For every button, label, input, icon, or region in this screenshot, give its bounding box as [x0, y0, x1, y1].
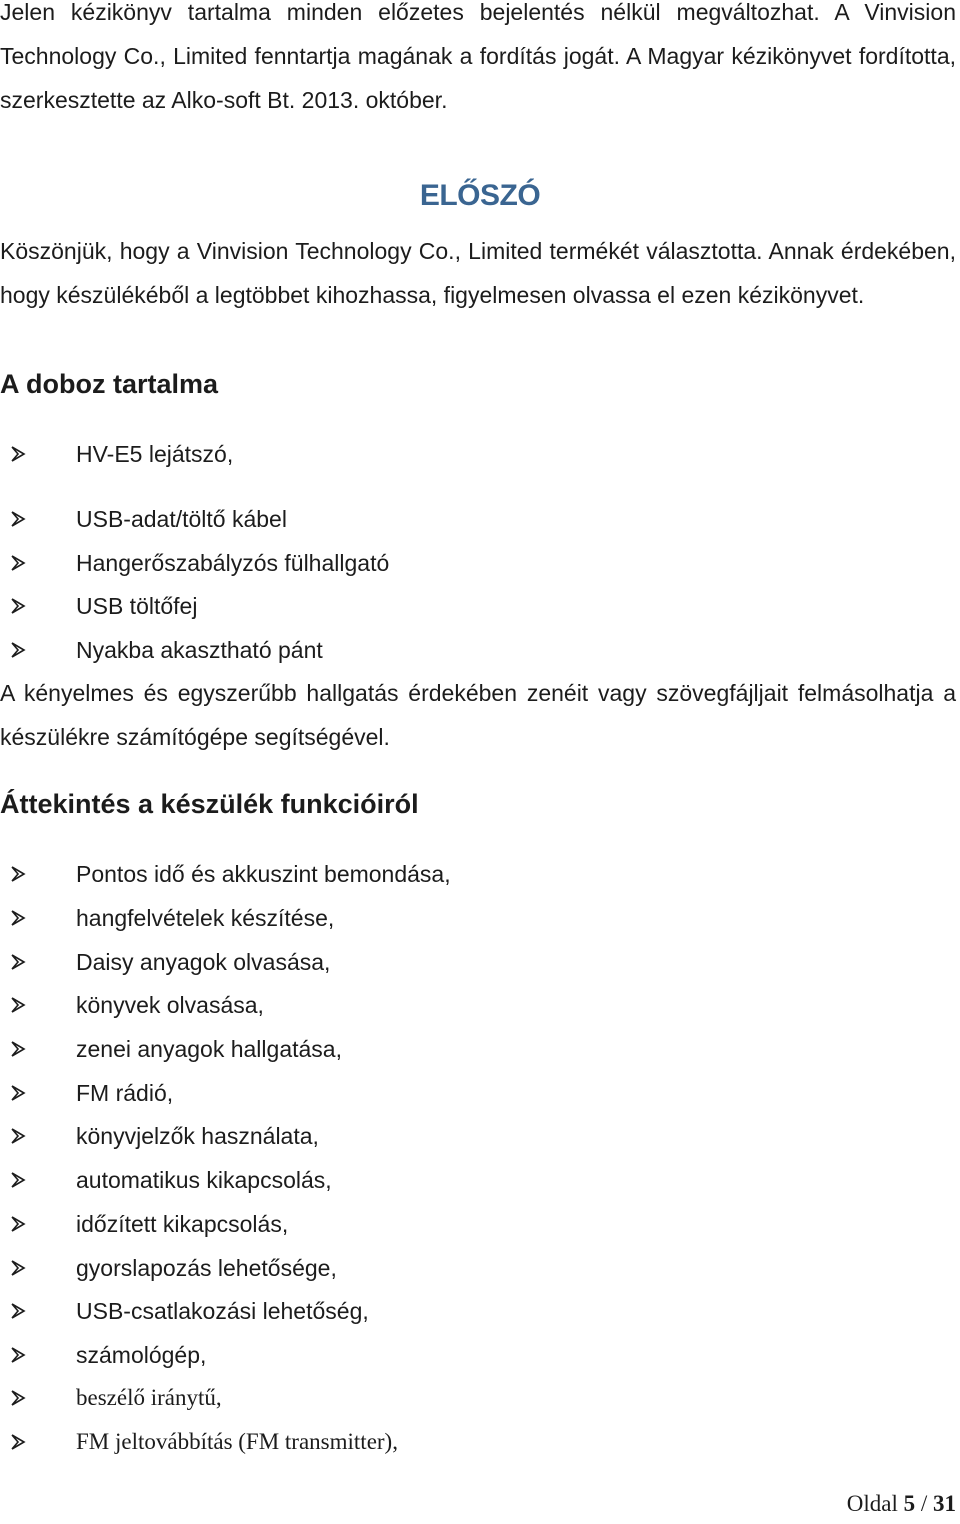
- list-item: [0, 1378, 222, 1418]
- list-item-text: zenei anyagok hallgatása,: [76, 1035, 342, 1062]
- list-item: [0, 898, 334, 938]
- list-item-text: gyorslapozás lehetősége,: [76, 1254, 337, 1281]
- list-item-text: Pontos idő és akkuszint bemondása,: [76, 860, 451, 887]
- arrowhead-bullet-icon: [0, 555, 76, 571]
- arrowhead-bullet-icon: [0, 511, 76, 527]
- arrowhead-bullet-icon: [0, 446, 76, 462]
- list-item-text: Hangerőszabályzós fülhallgató: [76, 549, 390, 576]
- list-item: [0, 1422, 398, 1462]
- usage-note-paragraph: A kényelmes és egyszerűbb hallgatás érdekében zenéit vagy szövegfájljait felmásolhatja a készülékre számítógépe segítségével.: [0, 680, 956, 750]
- box-contents-title: A doboz tartalma: [0, 369, 219, 399]
- list-item: [0, 499, 287, 539]
- list-item: [0, 1029, 342, 1069]
- list-item-text: FM jeltovábbítás (FM transmitter),: [76, 1429, 398, 1454]
- arrowhead-bullet-icon: [0, 1260, 76, 1276]
- arrowhead-bullet-icon: [0, 1347, 76, 1363]
- list-item: [0, 1204, 288, 1244]
- arrowhead-bullet-icon: [0, 1128, 76, 1144]
- arrowhead-bullet-icon: [0, 954, 76, 970]
- list-item-text: automatikus kikapcsolás,: [76, 1166, 332, 1193]
- arrowhead-bullet-icon: [0, 642, 76, 658]
- total-pages: 31: [933, 1491, 956, 1516]
- list-item: [0, 1160, 332, 1200]
- arrowhead-bullet-icon: [0, 866, 76, 882]
- overview-title: Áttekintés a készülék funkcióiról: [0, 789, 419, 819]
- arrowhead-bullet-icon: [0, 1303, 76, 1319]
- list-item: [0, 1116, 319, 1156]
- list-item: [0, 1291, 369, 1331]
- arrowhead-bullet-icon: [0, 1172, 76, 1188]
- foreword-paragraph: Köszönjük, hogy a Vinvision Technology Co., Limited termékét választotta. Annak érdekében, hogy készülékéből a legtöbbet kihozhassa, figyelmesen olvassa el ezen kézikönyvet.: [0, 238, 956, 308]
- list-item-text: könyvek olvasása,: [76, 991, 264, 1018]
- arrowhead-bullet-icon: [0, 1041, 76, 1057]
- list-item: [0, 434, 233, 474]
- arrowhead-bullet-icon: [0, 910, 76, 926]
- foreword-title: ELŐSZÓ: [419, 179, 541, 212]
- list-item-text: USB-adat/töltő kábel: [76, 505, 287, 532]
- arrowhead-bullet-icon: [0, 1434, 76, 1450]
- arrowhead-bullet-icon: [0, 997, 76, 1013]
- list-item: [0, 630, 323, 670]
- list-item-text: FM rádió,: [76, 1079, 174, 1106]
- arrowhead-bullet-icon: [0, 1390, 76, 1406]
- arrowhead-bullet-icon: [0, 598, 76, 614]
- list-item: [0, 854, 451, 894]
- list-item: [0, 1335, 206, 1375]
- arrowhead-bullet-icon: [0, 1085, 76, 1101]
- list-item: [0, 1248, 337, 1288]
- list-item-text: hangfelvételek készítése,: [76, 904, 335, 931]
- list-item-text: USB töltőfej: [76, 592, 198, 619]
- page-number: [847, 1484, 956, 1524]
- page-separator: /: [920, 1491, 928, 1516]
- list-item-text: beszélő iránytű,: [76, 1385, 222, 1410]
- list-item: [0, 543, 389, 583]
- list-item: [0, 985, 264, 1025]
- list-item-text: Nyakba akasztható pánt: [76, 636, 323, 663]
- list-item: [0, 1073, 173, 1113]
- list-item: [0, 586, 197, 626]
- list-item-text: időzített kikapcsolás,: [76, 1210, 289, 1237]
- list-item-text: könyvjelzők használata,: [76, 1122, 319, 1149]
- list-item-text: USB-csatlakozási lehetőség,: [76, 1297, 369, 1324]
- list-item: [0, 942, 330, 982]
- arrowhead-bullet-icon: [0, 1216, 76, 1232]
- intro-paragraph: Jelen kézikönyv tartalma minden előzetes bejelentés nélkül megváltozhat. A Vinvision Technology Co., Limited fenntartja magának a fordítás jogát. A Magyar kézikönyvet fordította, szerkesztette az Alko-soft Bt. 2013. október.: [0, 0, 956, 113]
- current-page: 5: [903, 1491, 916, 1516]
- page-label: Oldal: [846, 1491, 898, 1516]
- list-item-text: HV-E5 lejátszó,: [76, 440, 234, 467]
- list-item-text: Daisy anyagok olvasása,: [76, 948, 331, 975]
- list-item-text: számológép,: [76, 1341, 207, 1368]
